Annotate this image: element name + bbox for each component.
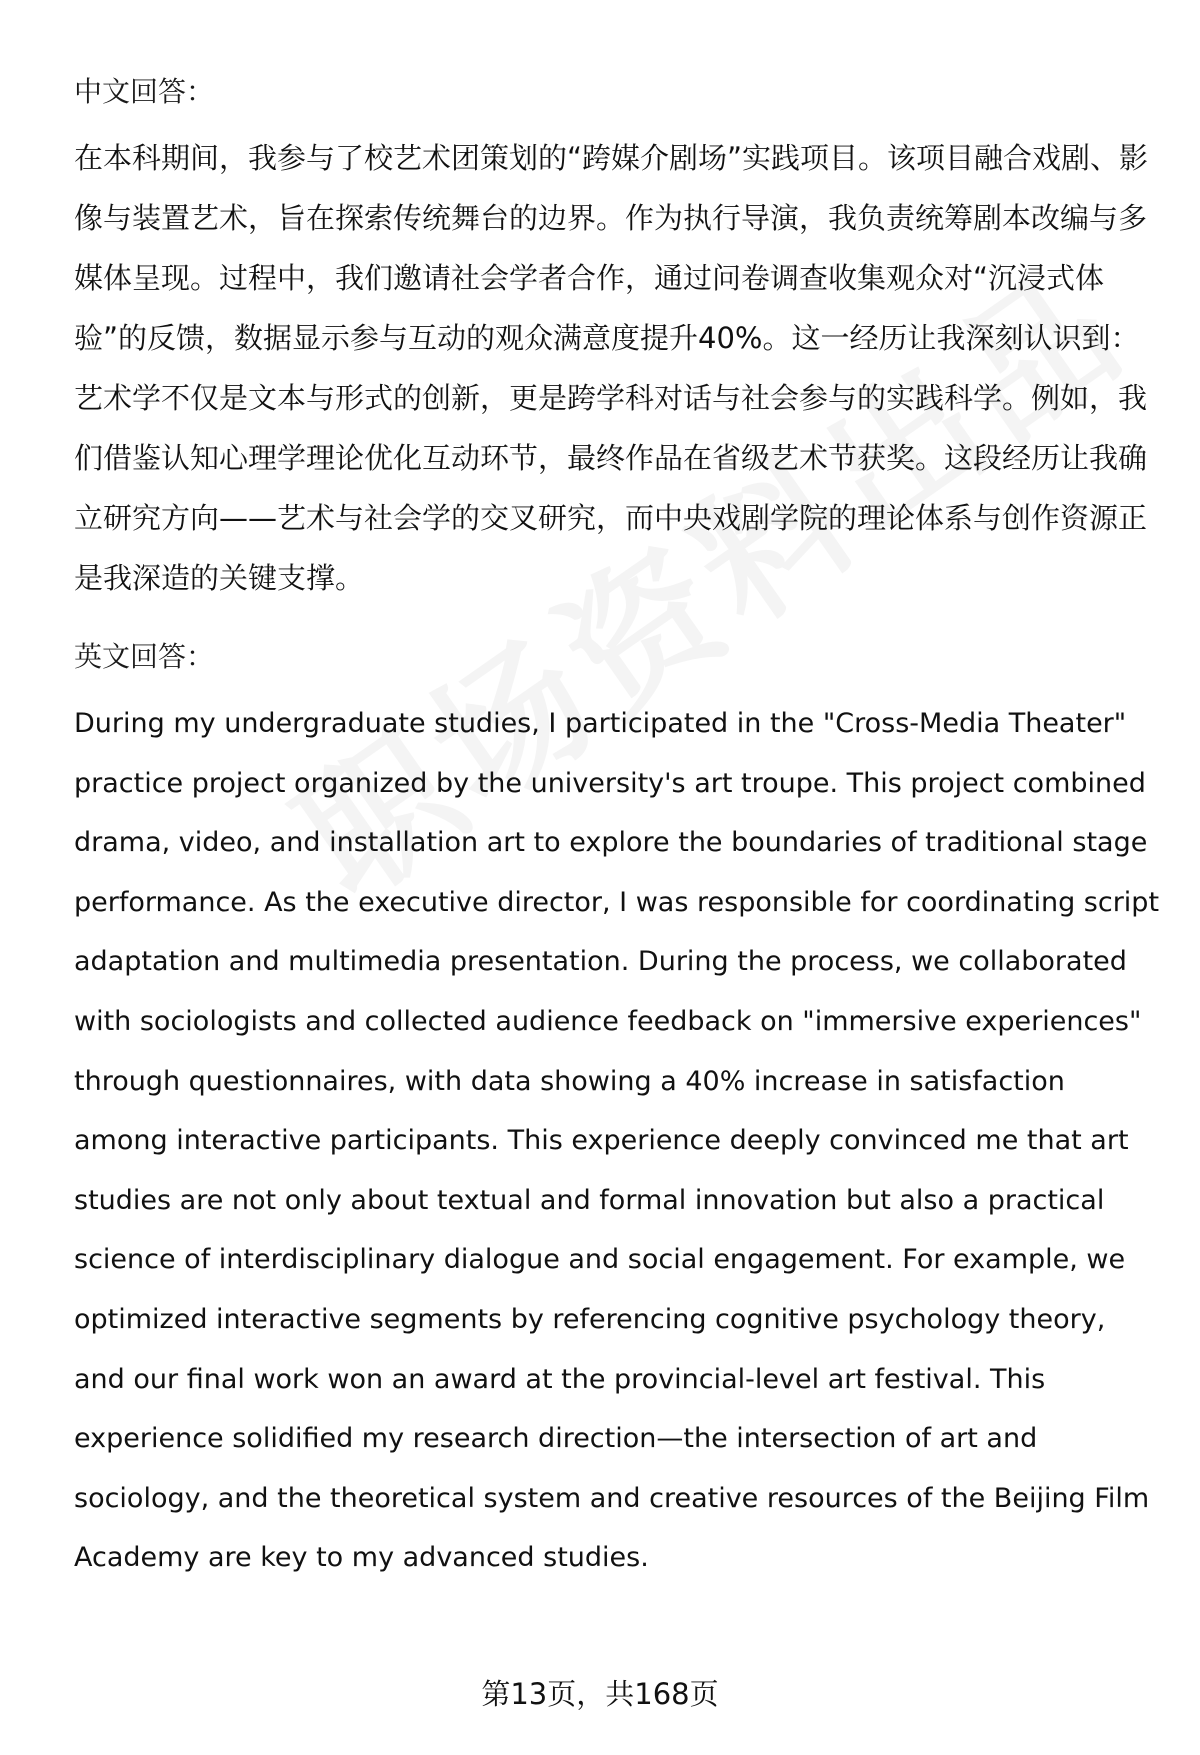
page-number: 第13页，共168页 bbox=[481, 1677, 719, 1711]
english-answer-heading: 英文回答： bbox=[74, 640, 215, 673]
chinese-answer-heading: 中文回答： bbox=[74, 75, 215, 108]
chinese-answer-body: 在本科期间，我参与了校艺术团策划的“跨媒介剧场”实践项目。该项目融合戏剧、影像与装置艺术，旨在探索传统舞台的边界。作为执行导演，我负责统筹剧本改编与多媒体呈现。过程中，我们邀请社会学者合作，通过问卷调查收集观众对“沉浸式体验”的反馈，数据显示参与互动的观众满意度提升40%。这一经历让我深刻认识到：艺术学不仅是文本与形式的创新，更是跨学科对话与社会参与的实践科学。例如，我们借鉴认知心理学理论优化互动环节，最终作品在省级艺术节获奖。这段经历让我确立研究方向——艺术与社会学的交叉研究，而中央戏剧学院的理论体系与创作资源正是我深造的关键支撑。 bbox=[74, 141, 1149, 595]
english-answer-body: During my undergraduate studies, I participated in the "Cross-Media Theater" practice project organized by the university's art troupe. This project combined drama, video, and installation art to explore the boundaries of traditional stage performance. As the executive director, I was responsible for coordinating script adaptation and multimedia presentation. During the process, we collaborated with sociologists and collected audience feedback on "immersive experiences" through questionnaires, with data showing a 40% increase in satisfaction among interactive participants. This experience deeply convinced me that art studies are not only about textual and formal innovation but also a practical science of interdisciplinary dialogue and social engagement. For example, we optimized interactive segments by referencing cognitive psychology theory, and our final work won an award at the provincial-level art festival. This experience solidified my research direction—the intersection of art and sociology, and the theoretical system and creative resources of the Beijing Film Academy are key to my advanced studies. bbox=[74, 708, 1160, 1574]
